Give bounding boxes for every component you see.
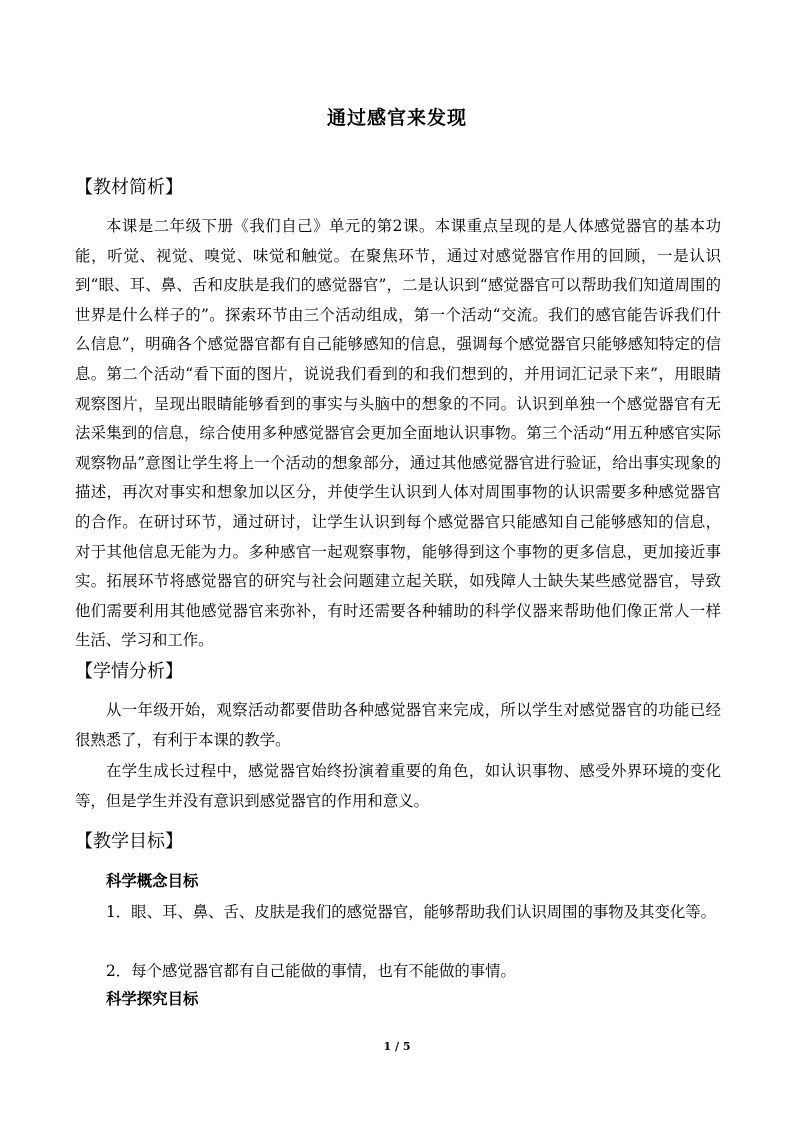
learning-analysis-paragraph-2: 在学生成长过程中，感觉器官始终扮演着重要的角色，如认识事物、感受外界环境的变化等，但是学生并没有意识到感觉器官的作用和意义。 bbox=[75, 762, 721, 810]
section-heading-textbook-analysis: 【教材简析】 bbox=[75, 177, 183, 198]
learning-analysis-paragraph-1: 从一年级开始，观察活动都要借助各种感觉器官来完成，所以学生对感觉器官的功能已经很熟悉了，有利于本课的教学。 bbox=[75, 701, 721, 749]
subheading-science-inquiry-goals: 科学探究目标 bbox=[106, 990, 199, 1008]
subheading-science-concept-goals: 科学概念目标 bbox=[106, 872, 199, 890]
concept-goal-item-2: 2．每个感觉器官都有自己能做的事情，也有不能做的事情。 bbox=[106, 962, 516, 980]
concept-goal-item-1: 1．眼、耳、鼻、舌、皮肤是我们的感觉器官，能够帮助我们认识周围的事物及其变化等。 bbox=[106, 903, 717, 921]
textbook-analysis-paragraph: 本课是二年级下册《我们自己》单元的第2课。本课重点呈现的是人体感觉器官的基本功能，听觉、视觉、嗅觉、味觉和触觉。在聚焦环节，通过对感觉器官作用的回顾，一是认识到“眼、耳、鼻、舌和皮肤是我们的感觉器官”，二是认识到“感觉器官可以帮助我们知道周围的世界是什么样子的”。探索环节由三个活动组成，第一个活动“交流。我们的感官能告诉我们什么信息”，明确各个感觉器官都有自己能够感知的信息，强调每个感觉器官只能够感知特定的信息。第二个活动“看下面的图片，说说我们看到的和我们想到的，并用词汇记录下来”，用眼睛观察图片，呈现出眼睛能够看到的事实与头脑中的想象的不同。认识到单独一个感觉器官有无法采集到的信息，综合使用多种感觉器官会更加全面地认识事物。第三个活动“用五种感官实际观察物品”意图让学生将上一个活动的想象部分，通过其他感觉器官进行验证，给出事实现象的描述，再次对事实和想象加以区分，并使学生认识到人体对周围事物的认识需要多种感觉器官的合作。在研讨环节，通过研讨，让学生认识到每个感觉器官只能感知自己能够感知的信息，对于其他信息无能为力。多种感官一起观察事物，能够得到这个事物的更多信息，更加接近事实。拓展环节将感觉器官的研究与社会问题建立起关联，如残障人士缺失某些感觉器官，导致他们需要利用其他感觉器官来弥补，有时还需要各种辅助的科学仪器来帮助他们像正常人一样生活、学习和工作。 bbox=[75, 217, 721, 650]
page-number: 1 / 5 bbox=[383, 1040, 411, 1053]
document-title: 通过感官来发现 bbox=[326, 107, 467, 129]
section-heading-learning-analysis: 【学情分析】 bbox=[75, 661, 183, 682]
section-heading-teaching-goals: 【教学目标】 bbox=[75, 831, 183, 852]
